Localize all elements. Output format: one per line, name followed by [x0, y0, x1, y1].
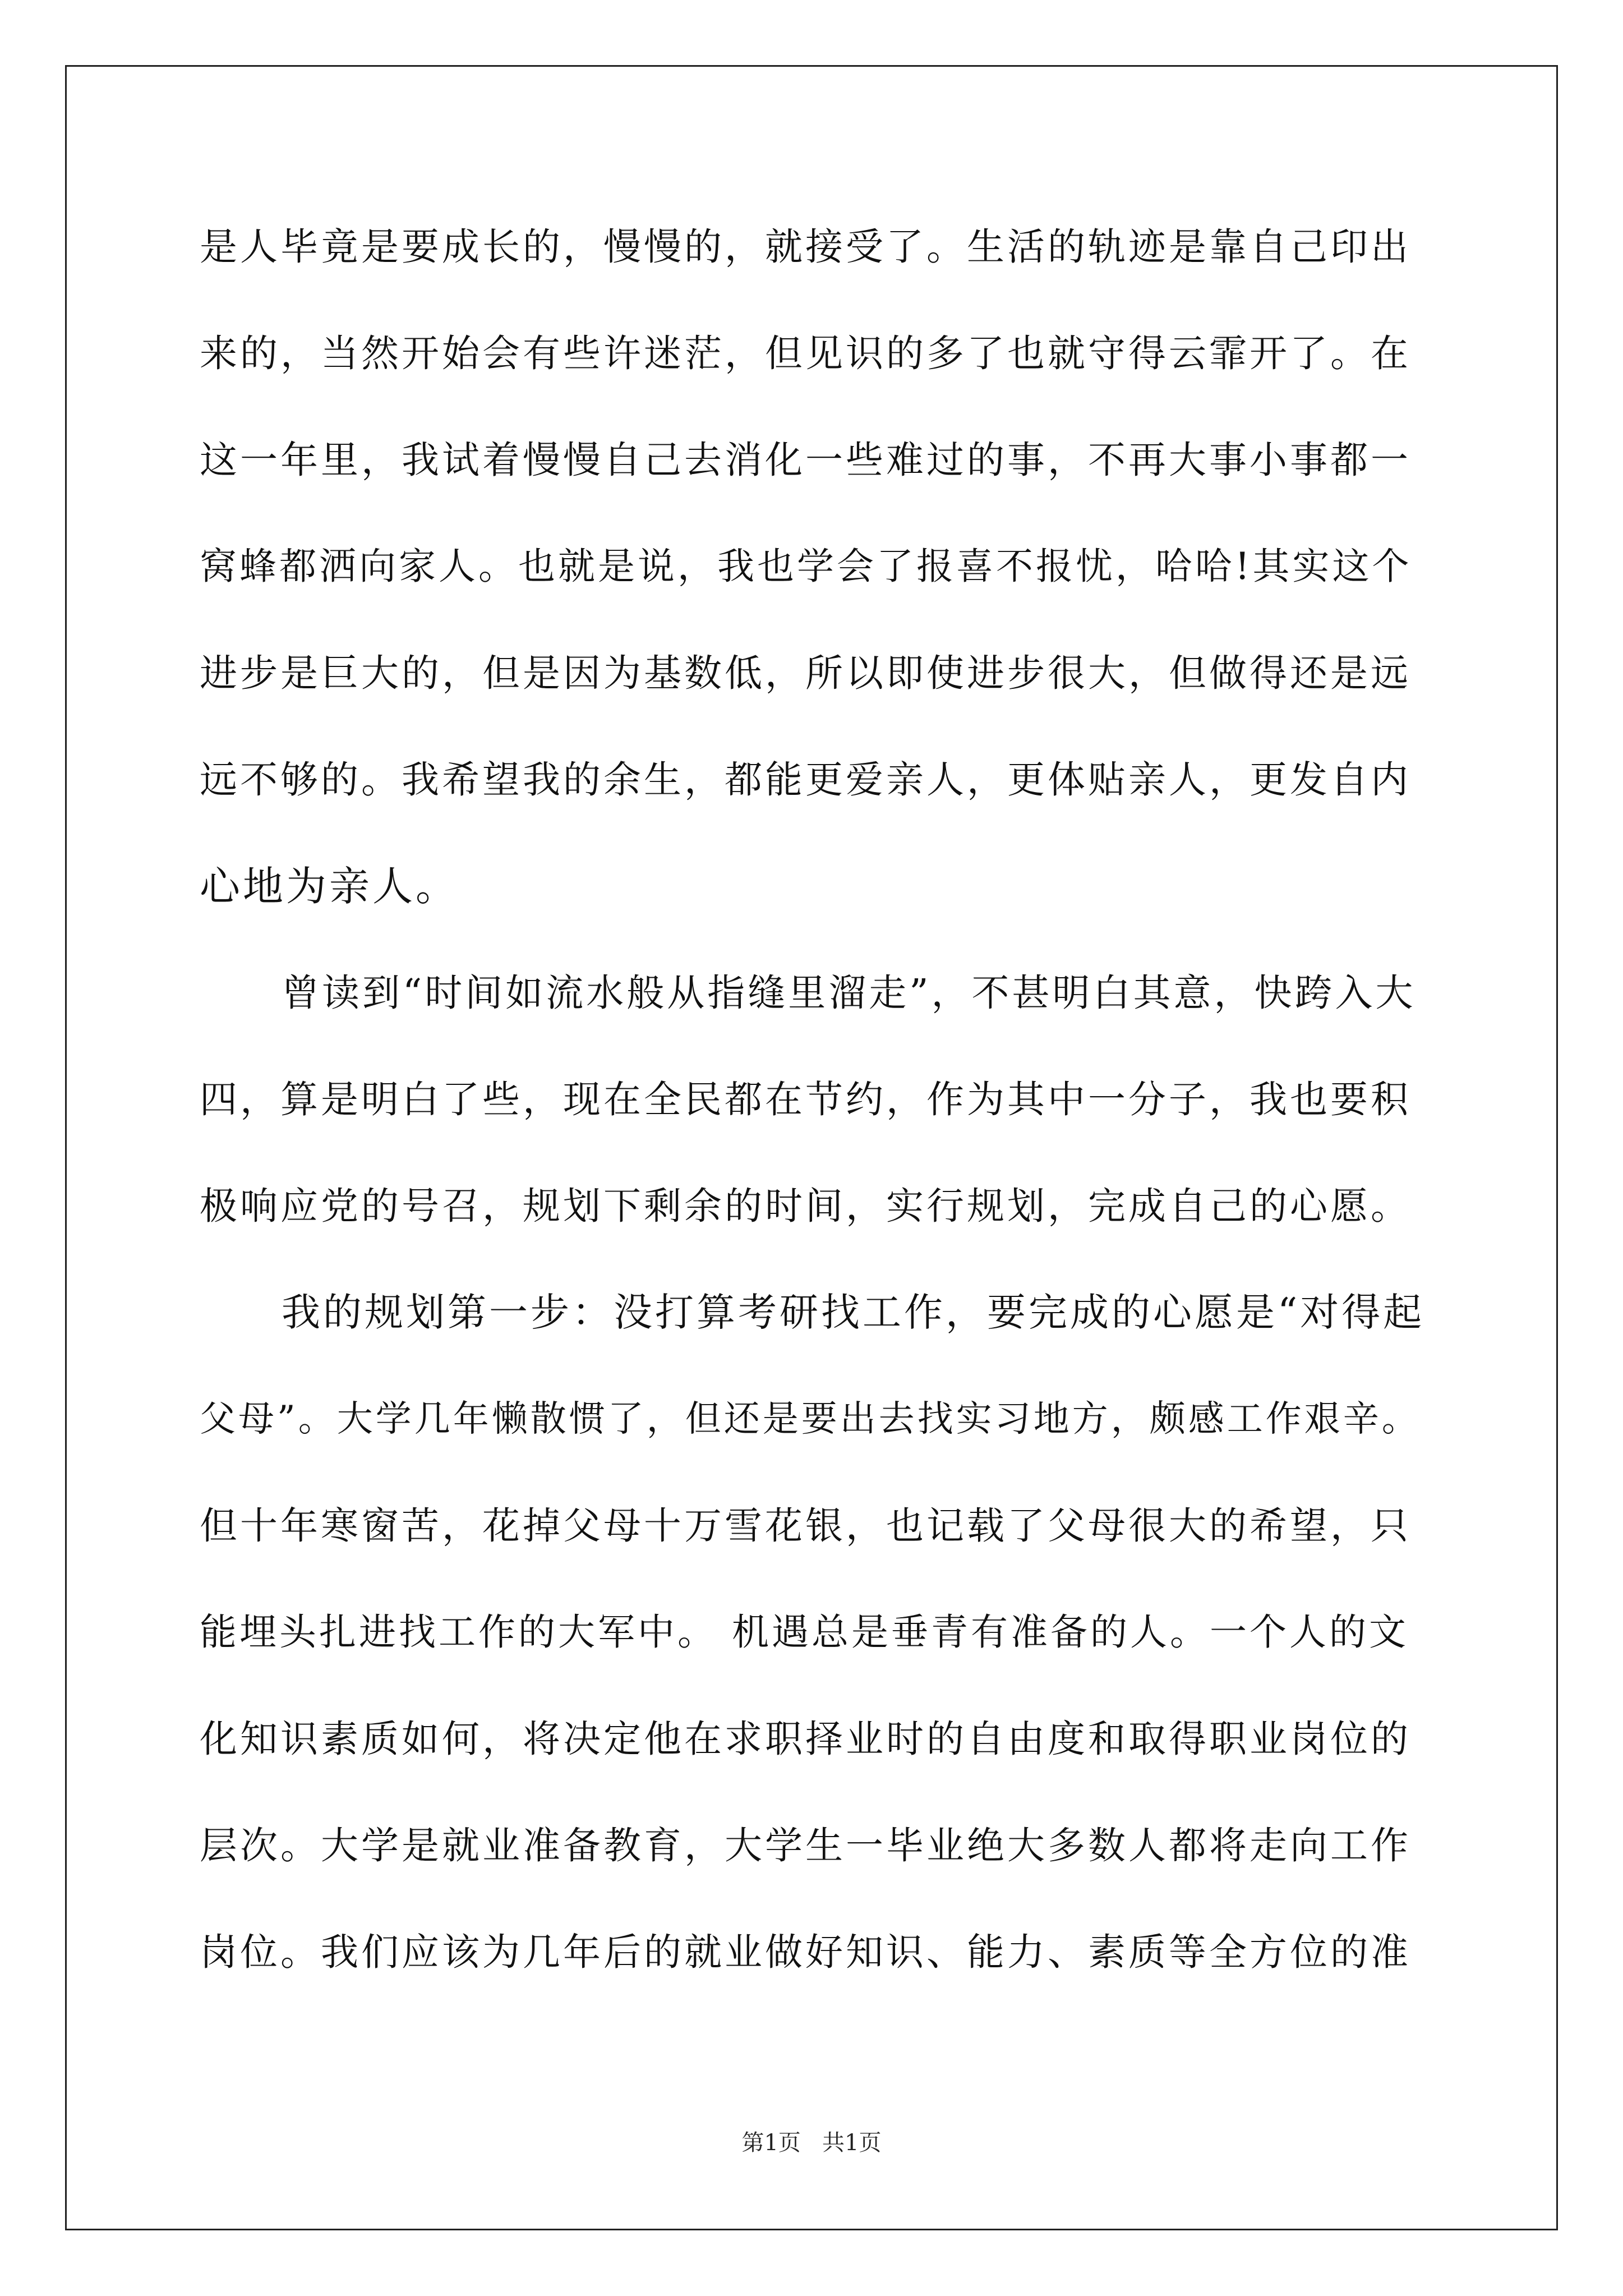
- text-line: 岗位。我们应该为几年后的就业做好知识、能力、素质等全方位的准: [200, 1930, 1411, 1974]
- paragraph-first-line: 曾读到“时间如流水般从指缝里溜走”，不甚明白其意，快跨入大: [282, 971, 1416, 1015]
- text-line: 心地为亲人。: [200, 863, 459, 910]
- page-footer: 第1页 共1页: [741, 2130, 882, 2156]
- text-line: 这一年里，我试着慢慢自己去消化一些难过的事，不再大事小事都一: [200, 438, 1411, 482]
- text-line: 层次。大学是就业准备教育，大学生一毕业绝大多数人都将走向工作: [200, 1824, 1411, 1867]
- text-line: 进步是巨大的，但是因为基数低，所以即使进步很大，但做得还是远: [200, 651, 1411, 695]
- paragraph-first-line: 我的规划第一步：没打算考研找工作，要完成的心愿是“对得起: [282, 1290, 1425, 1335]
- text-line: 来的，当然开始会有些许迷茫，但见识的多了也就守得云霏开了。在: [200, 332, 1411, 375]
- text-line: 化知识素质如何，将决定他在求职择业时的自由度和取得职业岗位的: [200, 1717, 1411, 1761]
- text-line: 能埋头扎进找工作的大军中。 机遇总是垂青有准备的人。一个人的文: [200, 1611, 1409, 1654]
- text-line: 父母”。大学几年懒散惯了，但还是要出去找实习地方，颇感工作艰辛。: [200, 1398, 1421, 1440]
- text-line: 四，算是明白了些，现在全民都在节约，作为其中一分子，我也要积: [200, 1078, 1411, 1121]
- text-line: 是人毕竟是要成长的，慢慢的，就接受了。生活的轨迹是靠自己印出: [200, 225, 1411, 269]
- text-line: 窝蜂都洒向家人。也就是说，我也学会了报喜不报忧，哈哈!其实这个: [200, 545, 1412, 588]
- text-line: 远不够的。我希望我的余生，都能更爱亲人，更体贴亲人，更发自内: [200, 758, 1411, 802]
- text-line: 但十年寒窗苦，花掉父母十万雪花银，也记载了父母很大的希望，只: [200, 1504, 1411, 1548]
- text-line: 极响应党的号召，规划下剩余的时间，实行规划，完成自己的心愿。: [200, 1184, 1411, 1228]
- page-border: [65, 65, 1558, 2230]
